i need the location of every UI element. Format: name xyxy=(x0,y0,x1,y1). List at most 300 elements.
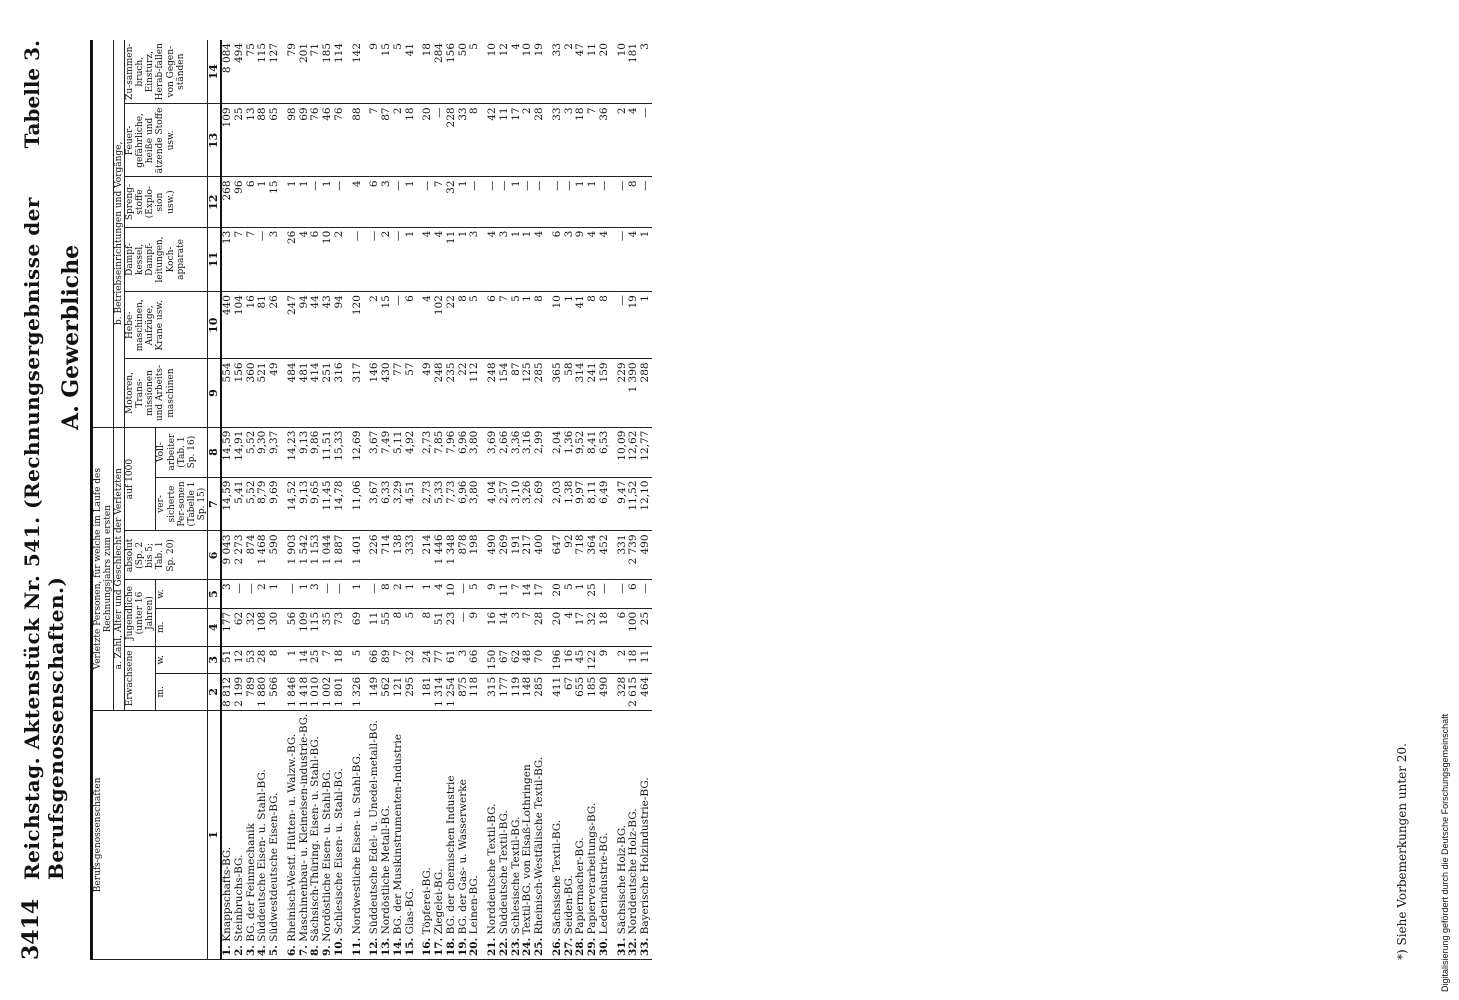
table-cell: 28 xyxy=(534,104,546,177)
table-cell: 1 xyxy=(281,646,299,673)
table-cell: 1 xyxy=(257,177,269,227)
table-cell: 81 xyxy=(257,292,269,359)
table-cell: 2 xyxy=(611,104,629,177)
table-cell: 4 xyxy=(481,227,499,291)
table-cell: 94 xyxy=(334,292,346,359)
table-cell: 1 348 xyxy=(446,531,458,580)
row-name: Norddeutsche Textil-BG. xyxy=(486,803,499,935)
table-cell: 8,11 xyxy=(587,477,599,531)
table-cell: 11 xyxy=(499,580,511,609)
table-cell: 11 xyxy=(587,40,599,104)
table-cell: 6,96 xyxy=(458,477,470,531)
table-row xyxy=(269,40,281,960)
table-cell: 5 xyxy=(564,580,576,609)
table-cell: 2,73 xyxy=(416,427,434,477)
table-cell: 10 xyxy=(481,40,499,104)
table-cell: 43 xyxy=(322,292,334,359)
table-cell: 32 xyxy=(246,608,258,646)
table-cell: 3,67 xyxy=(363,427,381,477)
table-cell: 1 xyxy=(405,227,417,291)
table-cell: 154 xyxy=(499,359,511,427)
table-cell: — xyxy=(281,580,299,609)
table-cell: 65 xyxy=(269,104,281,177)
page-number: 3414 xyxy=(18,898,44,960)
table-row xyxy=(334,40,346,960)
table-cell: 20 xyxy=(546,608,564,646)
table-cell: 24 xyxy=(416,646,434,673)
row-number: 20. xyxy=(468,937,481,956)
table-cell: 114 xyxy=(334,40,346,104)
row-name: Norddeutsche Holz-BG. xyxy=(627,808,640,935)
table-cell: 411 xyxy=(546,673,564,710)
table-cell: 248 xyxy=(434,359,446,427)
table-cell: 11,45 xyxy=(322,477,334,531)
table-cell: 1 xyxy=(575,580,587,609)
table-cell: 108 xyxy=(257,608,269,646)
table-cell: 1,36 xyxy=(564,427,576,477)
row-name: Maschinenbau- u. Kleineisen-industrie-BG. xyxy=(297,713,310,942)
page-header xyxy=(18,40,68,960)
table-cell: 11 xyxy=(640,646,652,673)
table-cell: 1 326 xyxy=(346,673,364,710)
row-number: 31. xyxy=(615,937,628,956)
row-label xyxy=(546,710,564,959)
header-versichert: ver-sicherte Per-sonen (Tabelle 1 Sp. 15) xyxy=(156,477,207,531)
table-cell: 73 xyxy=(334,608,346,646)
table-cell: 229 xyxy=(611,359,629,427)
table-cell: 484 xyxy=(281,359,299,427)
table-cell: 8 xyxy=(458,292,470,359)
table-cell: 127 xyxy=(269,40,281,104)
row-number: 15. xyxy=(403,937,416,956)
table-cell: 2,57 xyxy=(499,477,511,531)
table-cell: 2,99 xyxy=(534,427,546,477)
table-cell: 9,13 xyxy=(299,427,311,477)
table-cell: 11 xyxy=(446,227,458,291)
table-cell: 1 xyxy=(640,292,652,359)
table-cell: 12 xyxy=(499,40,511,104)
table-cell: 112 xyxy=(469,359,481,427)
table-cell: 2,69 xyxy=(534,477,546,531)
table-cell: 4,51 xyxy=(405,477,417,531)
table-cell: 11,52 xyxy=(628,477,640,531)
table-cell: 16 xyxy=(481,608,499,646)
footnote: *) Siehe Vorbemerkungen unter 20. xyxy=(1395,743,1409,960)
table-cell: 3 xyxy=(221,580,234,609)
row-number: 9. xyxy=(321,945,334,956)
table-cell: 56 xyxy=(281,608,299,646)
table-cell: 288 xyxy=(640,359,652,427)
row-name: BG. der chemischen Industrie xyxy=(444,775,457,935)
row-name: Papiermacher-BG. xyxy=(574,837,587,935)
column-number: 13 xyxy=(207,104,221,177)
table-cell: 481 xyxy=(299,359,311,427)
row-number: 18. xyxy=(444,937,457,956)
row-number: 11. xyxy=(350,937,363,956)
table-cell: 18 xyxy=(334,646,346,673)
table-cell: 316 xyxy=(334,359,346,427)
column-number: 6 xyxy=(207,531,221,580)
table-cell: 1 xyxy=(405,177,417,227)
table-cell: 9 xyxy=(363,40,381,104)
table-cell: 247 xyxy=(281,292,299,359)
row-number: 8. xyxy=(309,945,322,956)
table-cell: 1 846 xyxy=(281,673,299,710)
table-cell: 718 xyxy=(575,531,587,580)
table-cell: 146 xyxy=(363,359,381,427)
table-cell: 241 xyxy=(587,359,599,427)
table-cell: 121 xyxy=(393,673,405,710)
table-cell: 4 xyxy=(628,227,640,291)
table-cell: 1 002 xyxy=(322,673,334,710)
table-cell: 3 xyxy=(564,227,576,291)
column-number: 8 xyxy=(207,427,221,477)
table-cell: 3 xyxy=(310,580,322,609)
table-cell: 12,10 xyxy=(640,477,652,531)
table-cell: 44 xyxy=(310,292,322,359)
row-name: Rheinisch-Westf. Hütten- u. Walzw.-BG. xyxy=(285,733,298,942)
table-cell: 35 xyxy=(322,608,334,646)
table-cell: 3,16 xyxy=(522,427,534,477)
table-cell: 284 xyxy=(434,40,446,104)
table-cell: — xyxy=(416,177,434,227)
table-cell: 1 xyxy=(416,580,434,609)
table-cell: 2,73 xyxy=(416,477,434,531)
table-cell: 7 xyxy=(587,104,599,177)
table-row xyxy=(416,40,434,960)
row-number: 21. xyxy=(486,937,499,956)
column-number: 12 xyxy=(207,177,221,227)
row-number: 10. xyxy=(332,937,345,956)
table-cell: 79 xyxy=(281,40,299,104)
table-cell: — xyxy=(346,227,364,291)
table-cell: 13 xyxy=(221,227,234,291)
table-cell: 285 xyxy=(534,673,546,710)
table-cell: 26 xyxy=(269,292,281,359)
table-cell: 156 xyxy=(234,359,246,427)
header-group-cont xyxy=(92,40,114,427)
table-cell: 8 xyxy=(534,292,546,359)
row-number: 4. xyxy=(256,945,269,956)
table-cell: — xyxy=(564,177,576,227)
row-name: Ziegelei-BG. xyxy=(433,868,446,935)
table-cell: 6 xyxy=(546,227,564,291)
table-cell: 2 273 xyxy=(234,531,246,580)
table-cell: 17 xyxy=(534,580,546,609)
table-cell: 1 887 xyxy=(334,531,346,580)
table-cell: 3,36 xyxy=(511,427,523,477)
table-cell: 87 xyxy=(381,104,393,177)
row-number: 7. xyxy=(297,945,310,956)
table-cell: 7 xyxy=(363,104,381,177)
table-cell: 18 xyxy=(405,104,417,177)
table-cell: 66 xyxy=(469,646,481,673)
table-cell: 109 xyxy=(221,104,234,177)
table-cell: 875 xyxy=(458,673,470,710)
table-cell: 6,33 xyxy=(381,477,393,531)
table-cell: 5 xyxy=(405,608,417,646)
table-cell: 251 xyxy=(322,359,334,427)
table-cell: 655 xyxy=(575,673,587,710)
row-number: 13. xyxy=(380,937,393,956)
table-cell: — xyxy=(393,177,405,227)
table-cell: — xyxy=(363,580,381,609)
row-label xyxy=(269,710,281,959)
table-cell: 12,77 xyxy=(640,427,652,477)
table-cell: 48 xyxy=(522,646,534,673)
table-cell: — xyxy=(257,227,269,291)
table-cell: 14,78 xyxy=(334,477,346,531)
table-cell: 12 xyxy=(234,646,246,673)
table-cell: 22 xyxy=(458,359,470,427)
table-cell: 414 xyxy=(310,359,322,427)
table-cell: 11,06 xyxy=(346,477,364,531)
header-group: Verletzte Personen, für welche im Laufe des Rechnungsjahrs zum ersten xyxy=(92,427,114,710)
table-cell: 1 903 xyxy=(281,531,299,580)
table-cell: — xyxy=(481,177,499,227)
row-label xyxy=(534,710,546,959)
table-cell: 3,80 xyxy=(469,477,481,531)
table-cell: 1 044 xyxy=(322,531,334,580)
row-name: Sächsische Textil-BG. xyxy=(550,819,563,935)
table-cell: 92 xyxy=(564,531,576,580)
table-cell: 33 xyxy=(546,40,564,104)
row-number: 3. xyxy=(244,945,257,956)
table-row xyxy=(346,40,364,960)
table-cell: 1 xyxy=(564,292,576,359)
table-cell: 3 xyxy=(640,40,652,104)
table-cell: 3,26 xyxy=(522,477,534,531)
table-cell: 9,37 xyxy=(269,427,281,477)
row-name: Lederindustrie-BG. xyxy=(597,832,610,935)
header-per1000: auf 1000 xyxy=(125,427,156,531)
table-cell: 714 xyxy=(381,531,393,580)
row-name: Schlesische Textil-BG. xyxy=(509,816,522,935)
table-cell: 119 xyxy=(511,673,523,710)
table-cell: 1 010 xyxy=(310,673,322,710)
table-cell: 53 xyxy=(246,646,258,673)
header-adults: Erwachsene xyxy=(125,646,156,710)
row-number: 19. xyxy=(456,937,469,956)
row-name: Nordöstliche Eisen- u. Stahl-BG. xyxy=(321,769,334,942)
table-cell: 57 xyxy=(405,359,417,427)
table-cell: 4,04 xyxy=(481,477,499,531)
column-numbers-row xyxy=(207,40,221,960)
table-cell: 1 xyxy=(346,580,364,609)
header-c12: Spreng-stoffe (Explo-sion usw.) xyxy=(125,177,208,227)
table-cell: 8 xyxy=(393,608,405,646)
table-cell: 235 xyxy=(446,359,458,427)
table-cell: 6 xyxy=(628,580,640,609)
table-row xyxy=(534,40,546,960)
table-cell: 88 xyxy=(346,104,364,177)
table-cell: 159 xyxy=(599,359,611,427)
table-cell: 1 801 xyxy=(334,673,346,710)
table-cell: 360 xyxy=(246,359,258,427)
header-youth-m: m. xyxy=(156,608,207,646)
table-cell: — xyxy=(611,227,629,291)
table-cell: — xyxy=(640,580,652,609)
table-cell: 69 xyxy=(299,104,311,177)
row-label xyxy=(281,710,299,959)
table-cell: 490 xyxy=(640,531,652,580)
table-cell: 17 xyxy=(575,608,587,646)
table-cell: 9,47 xyxy=(611,477,629,531)
row-name: Bayerische Holzindustrie-BG. xyxy=(639,777,652,935)
row-label xyxy=(599,710,611,959)
table-cell: 156 xyxy=(446,40,458,104)
row-number: 27. xyxy=(562,937,575,956)
row-name: Schlesische Eisen- u. Stahl-BG. xyxy=(332,768,345,935)
row-name: Süddeutsche Textil-BG. xyxy=(497,810,510,935)
table-cell: 20 xyxy=(599,40,611,104)
table-cell: 4 xyxy=(628,104,640,177)
table-cell: — xyxy=(458,580,470,609)
row-number: 25. xyxy=(533,937,546,956)
table-cell: 2 xyxy=(363,292,381,359)
table-cell: 41 xyxy=(575,292,587,359)
table-cell: 1 468 xyxy=(257,531,269,580)
table-cell: 22 xyxy=(446,292,458,359)
table-cell: 4 xyxy=(434,580,446,609)
table-cell: 647 xyxy=(546,531,564,580)
table-cell: 8 084 xyxy=(221,40,234,104)
table-cell: 1 xyxy=(269,580,281,609)
row-number: 23. xyxy=(509,937,522,956)
table-row xyxy=(363,40,381,960)
table-cell: 1 xyxy=(575,177,587,227)
table-cell: 18 xyxy=(628,646,640,673)
table-cell: 30 xyxy=(269,608,281,646)
table-cell: 15 xyxy=(381,40,393,104)
table-cell: 15 xyxy=(269,177,281,227)
table-cell: 9 xyxy=(575,227,587,291)
table-cell: 9,30 xyxy=(257,427,269,477)
table-cell: 9,86 xyxy=(310,427,322,477)
table-cell: — xyxy=(234,580,246,609)
table-cell: 1 418 xyxy=(299,673,311,710)
column-number: 9 xyxy=(207,359,221,427)
table-cell: 49 xyxy=(269,359,281,427)
table-cell: 20 xyxy=(416,104,434,177)
row-number: 22. xyxy=(497,937,510,956)
table-cell: 71 xyxy=(310,40,322,104)
header-absolut: absolut (Sp. 2 bis 5; Tab. 1 Sp. 20) xyxy=(125,531,208,580)
row-name: BG. der Musikinstrumenten-Industrie xyxy=(391,734,404,935)
table-cell: 4 xyxy=(599,227,611,291)
table-cell: 4 xyxy=(587,227,599,291)
header-youth: Jugendliche (unter 16 Jahren) xyxy=(125,580,156,646)
table-cell: 7 xyxy=(393,646,405,673)
column-number: 4 xyxy=(207,608,221,646)
table-cell: 26 xyxy=(281,227,299,291)
table-cell: 47 xyxy=(575,40,587,104)
statistics-table xyxy=(90,40,652,960)
table-cell: 1 xyxy=(322,177,334,227)
table-cell: 269 xyxy=(499,531,511,580)
table-row xyxy=(546,40,564,960)
table-cell: 8 xyxy=(628,177,640,227)
table-cell: 2 xyxy=(564,40,576,104)
table-cell: 69 xyxy=(346,608,364,646)
header-c13: Feuer-gefährliche, heiße und ätzende Stoffe usw. xyxy=(125,104,208,177)
table-cell: 464 xyxy=(640,673,652,710)
table-cell: 3,10 xyxy=(511,477,523,531)
table-cell: 521 xyxy=(257,359,269,427)
table-cell: 452 xyxy=(599,531,611,580)
row-label xyxy=(481,710,499,959)
table-cell: 96 xyxy=(234,177,246,227)
column-number: 14 xyxy=(207,40,221,104)
table-cell: 6 xyxy=(481,292,499,359)
table-cell: 1 xyxy=(458,177,470,227)
table-cell: 5,33 xyxy=(434,477,446,531)
table-cell: 10,09 xyxy=(611,427,629,477)
table-cell: 5 xyxy=(511,292,523,359)
table-cell: 12,62 xyxy=(628,427,640,477)
table-cell: 12,69 xyxy=(346,427,364,477)
row-label xyxy=(334,710,346,959)
table-cell: 185 xyxy=(587,673,599,710)
table-row xyxy=(611,40,629,960)
header-sub-a: a. Zahl, Alter und Geschlecht der Verletzten xyxy=(114,427,125,710)
table-cell: 1 880 xyxy=(257,673,269,710)
table-cell: 51 xyxy=(434,608,446,646)
table-cell: 430 xyxy=(381,359,393,427)
table-cell: 7 xyxy=(511,580,523,609)
table-cell: 314 xyxy=(575,359,587,427)
table-cell: 9 xyxy=(469,608,481,646)
table-cell: 3 xyxy=(469,227,481,291)
header-youth-w: w. xyxy=(156,580,207,609)
table-row xyxy=(469,40,481,960)
table-cell: 6 xyxy=(611,608,629,646)
row-label xyxy=(363,710,381,959)
table-cell: 1,38 xyxy=(564,477,576,531)
table-cell: 77 xyxy=(434,646,446,673)
table-cell: 494 xyxy=(234,40,246,104)
row-name: Töpferei-BG. xyxy=(421,867,434,935)
row-name: Süddeutsche Edel- u. Unedel-metall-BG. xyxy=(368,720,381,935)
table-cell: 9,65 xyxy=(310,477,322,531)
table-cell: 191 xyxy=(511,531,523,580)
table-cell: 5,11 xyxy=(393,427,405,477)
table-row xyxy=(234,40,246,960)
column-number: 10 xyxy=(207,292,221,359)
table-cell: 177 xyxy=(221,608,234,646)
table-cell: — xyxy=(611,292,629,359)
table-cell: 41 xyxy=(405,40,417,104)
header-c14: Zu-sammen-bruch, Einsturz, Herab-fallen von Gegen-ständen xyxy=(125,40,208,104)
table-cell: 88 xyxy=(257,104,269,177)
table-cell: 11 xyxy=(499,104,511,177)
table-cell: 9,52 xyxy=(575,427,587,477)
table-cell: 9 xyxy=(481,580,499,609)
table-cell: 1 xyxy=(511,177,523,227)
table-cell: 32 xyxy=(405,646,417,673)
table-cell: — xyxy=(469,177,481,227)
table-cell: 55 xyxy=(381,608,393,646)
table-cell: 4 xyxy=(416,227,434,291)
table-cell: 874 xyxy=(246,531,258,580)
row-label xyxy=(346,710,364,959)
row-number: 29. xyxy=(586,937,599,956)
table-cell: 118 xyxy=(469,673,481,710)
digitization-note: Digitalisierung gefördert durch die Deutsche Forschungsgemeinschaft xyxy=(1440,713,1450,992)
table-cell: 4 xyxy=(564,608,576,646)
table-cell: 5 xyxy=(469,580,481,609)
table-row xyxy=(481,40,499,960)
